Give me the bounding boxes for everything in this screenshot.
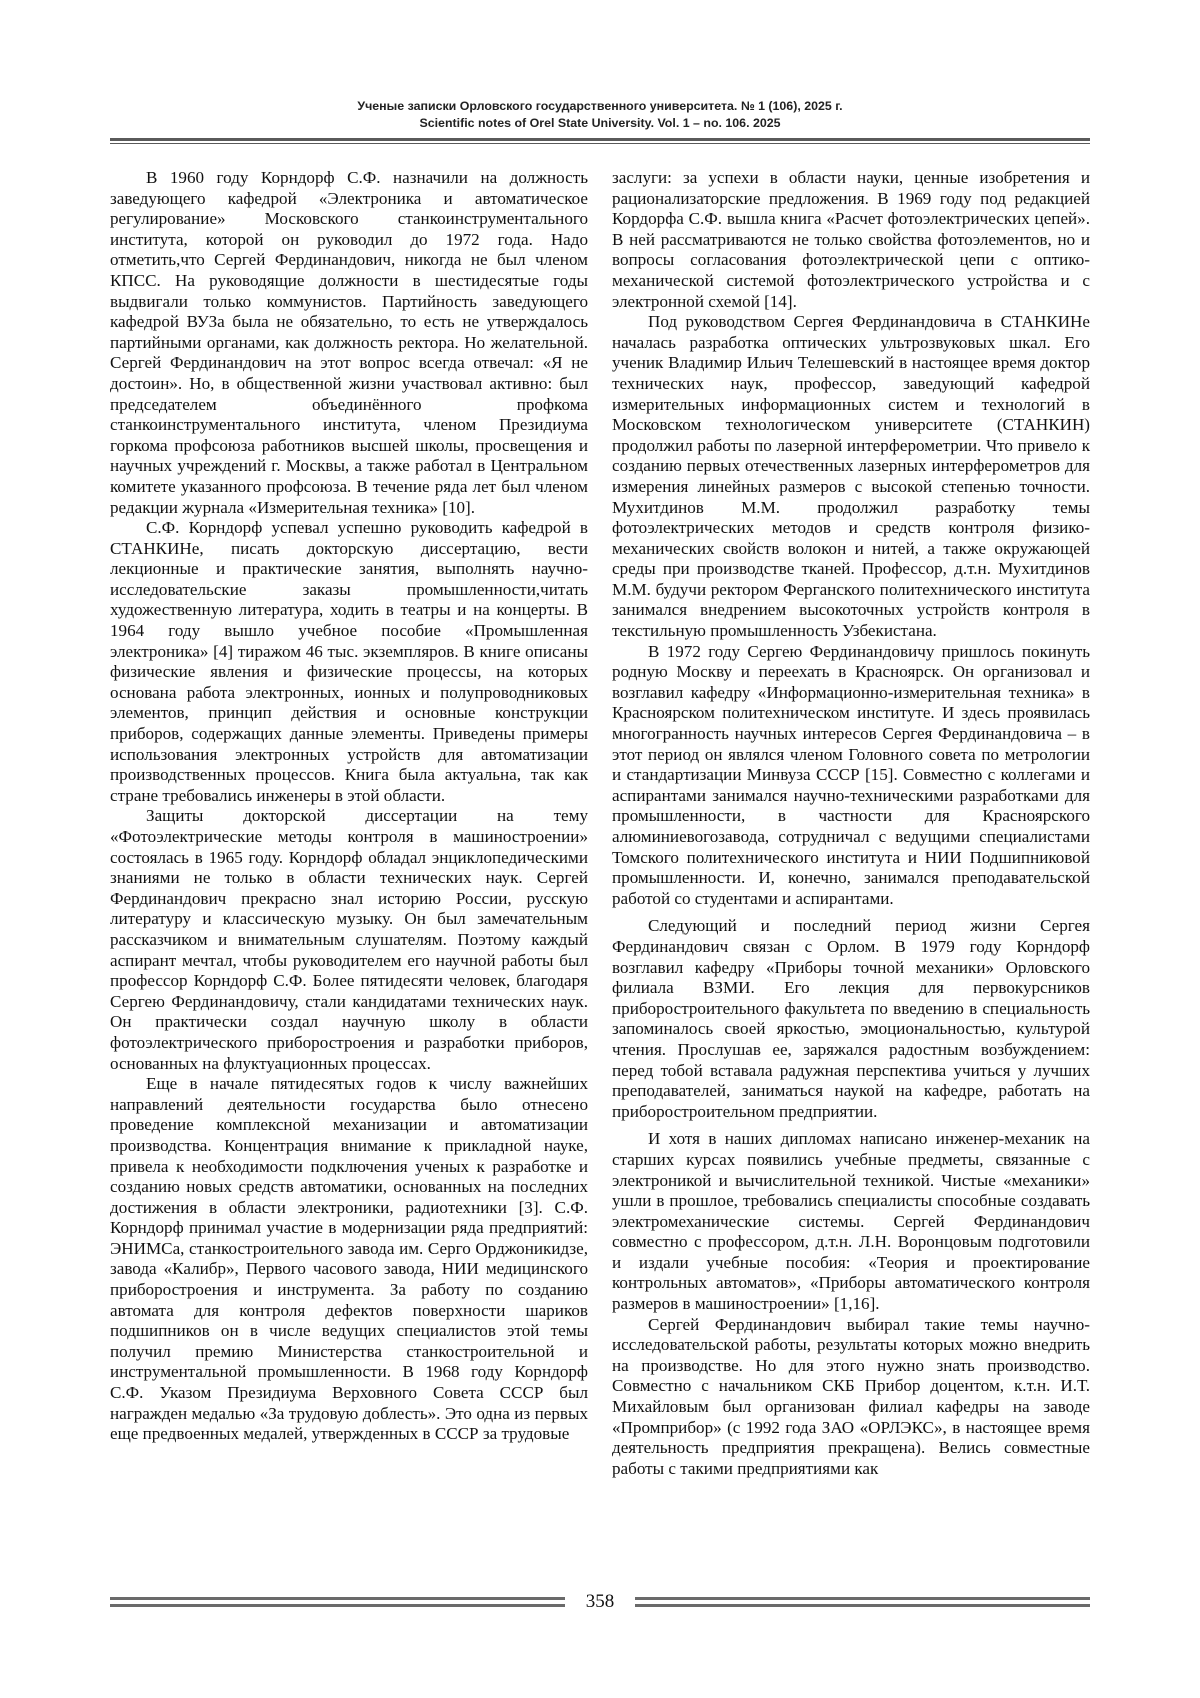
- journal-header-ru: Ученые записки Орловского государственного университета. № 1 (106), 2025 г.: [357, 99, 843, 113]
- paragraph: Под руководством Сергея Фердинандовича в СТАНКИНе началась разработка оптических ультрозвуковых шкал. Его ученик Владимир Ильич Телешевский в настоящее время доктор технических наук, профессор, заведующий кафедрой измерительных информационных систем и технологий в Московском технологическом университете (СТАНКИН) продолжил работы по лазерной интерферометрии. Что привело к созданию первых отечественных лазерных интерферометров для измерения линейных размеров с высокой степенью точности. Мухитдинов М.М. продолжил разработку темы фотоэлектрических методов и средств контроля физико-механических свойств волокон и нитей, а также окружающей среды при производстве тканей. Профессор, д.т.н. Мухитдинов М.М. будучи ректором Ферганского политехнического института занимался внедрением высокоточных устройств контроля в текстильную промышленность Узбекистана.: [612, 312, 1090, 641]
- paragraph: Еще в начале пятидесятых годов к числу важнейших направлений деятельности государства было отнесено проведение комплексной механизации и автоматизации производства. Концентрация внимание к прикладной науке, привела к необходимости подключения ученых к разработке и созданию новых средств автоматики, основанных на последних достижения в области электроники, радиотехники [3]. С.Ф. Корндорф принимал участие в модернизации ряда предприятий: ЭНИМСа, станкостроительного завода им. Серго Орджоникидзе, завода «Калибр», Первого часового завода, НИИ медицинского приборостроения и инструмента. За работу по созданию автомата для контроля дефектов поверхности шариков подшипников он в числе ведущих специалистов этой темы получил премию Министерства станкостроительной и инструментальной промышленности. В 1968 году Корндорф С.Ф. Указом Президиума Верховного Совета СССР был награжден медалью «За трудовую доблесть». Это одна из первых еще предвоенных медалей, утвержденных в СССР за трудовые: [110, 1074, 588, 1444]
- footer-rule-left: [110, 1597, 565, 1600]
- left-column: [110, 168, 588, 1445]
- paragraph: Сергей Фердинандович выбирал такие темы научно-исследовательской работы, результаты которых можно внедрить на производстве. Но для этого нужно знать производство. Совместно с начальником СКБ Прибор доцентом, к.т.н. И.Т. Михайловым был организован филиал кафедры на заводе «Промприбор» (с 1992 года ЗАО «ОРЛЭКС», в настоящее время деятельность предприятия прекращена). Велись совместные работы с такими предприятиями как: [612, 1314, 1090, 1478]
- paragraph: Следующий и последний период жизни Сергея Фердинандович связан с Орлом. В 1979 году Корндорф возглавил кафедру «Приборы точной механики» Орловского филиала ВЗМИ. Его лекция для первокурсников приборостроительного факультета по введению в специальность запоминалось своей яркостью, эмоциональностью, культурой чтения. Прослушав ее, заряжался радостным возбуждением: перед тобой вставала радужная перспектива учиться у лучших преподавателей, заниматься наукой на кафедре, работать на приборостроительном предприятии.: [612, 916, 1090, 1121]
- paragraph: С.Ф. Корндорф успевал успешно руководить кафедрой в СТАНКИНе, писать докторскую диссертацию, вести лекционные и практические занятия, выполнять научно-исследовательские заказы промышленности,читать художественную литература, ходить в театры и на концерты. В 1964 году вышло учебное пособие «Промышленная электроника» [4] тиражом 46 тыс. экземпляров. В книге описаны физические явления и физические процессы, на которых основана работа электронных, ионных и полупроводниковых элементов, принцип действия и основные конструкции приборов, содержащих данные элементы. Приведены примеры использования электронных устройств для автоматизации производственных процессов. Книга была актуальна, так как стране требовались инженеры в этой области.: [110, 518, 588, 805]
- header-rule-thin: [110, 143, 1090, 144]
- footer-rule-right: [635, 1597, 1090, 1600]
- page-number: 358: [585, 1591, 615, 1612]
- paragraph: заслуги: за успехи в области науки, ценные изобретения и рационализаторские предложения. В 1969 году под редакцией Кордорфа С.Ф. вышла книга «Расчет фотоэлектрических цепей». В ней рассматриваются не только свойства фотоэлементов, но и вопросы согласования фотоэлектрической цепи с оптико-механической системой фотоэлектрического устройства и с электронной схемой [14].: [612, 168, 1090, 311]
- journal-header-en: Scientific notes of Orel State University. Vol. 1 – no. 106. 2025: [419, 116, 781, 130]
- paragraph: В 1972 году Сергею Фердинандовичу пришлось покинуть родную Москву и переехать в Красноярск. Он организовал и возглавил кафедру «Информационно-измерительная техника» в Красноярском политехническом институте. И здесь проявилась многогранность научных интересов Сергея Фердинандовича – в этот период он являлся членом Головного совета по метрологии и стандартизации Минвуза СССР [15]. Совместно с коллегами и аспирантами занимался научно-техническими разработками для промышленности, в частности для Красноярского алюминиевогозавода, сотрудничал с ведущими специалистами Томского политехнического института и НИИ Подшипниковой промышленности. И, конечно, занимался преподавательской работой со студентами и аспирантами.: [612, 641, 1090, 908]
- right-column: [612, 168, 1090, 1479]
- page-footer: [110, 1591, 1090, 1615]
- paragraph: Защиты докторской диссертации на тему «Фотоэлектрические методы контроля в машиностроении» состоялась в 1965 году. Корндорф обладал энциклопедическими знаниями не только в области технических наук. Сергей Фердинандович прекрасно знал историю России, русскую литературу и классическую музыку. Он был замечательным рассказчиком и внимательным слушателям. Поэтому каждый аспирант мечтал, чтобы руководителем его научной работы был профессор Корндорф С.Ф. Более пятидесяти человек, благодаря Сергею Фердинандовичу, стали кандидатами технических наук. Он практически создал научную школу в области фотоэлектрического приборостроения и разработки приборов, основанных на флуктуационных процессах.: [110, 806, 588, 1073]
- journal-header: [110, 98, 1090, 132]
- paragraph: И хотя в наших дипломах написано инженер-механик на старших курсах появились учебные предметы, связанные с электроникой и вычислительной техникой. Чистые «механики» ушли в прошлое, требовались специалисты способные создавать электромеханические системы. Сергей Фердинандович совместно с профессором, д.т.н. Л.Н. Воронцовым подготовили и издали учебные пособия: «Теория и проектирование контрольных автоматов», «Приборы автоматического контроля размеров в машиностроении» [1,16].: [612, 1129, 1090, 1314]
- header-rule-thick: [110, 138, 1090, 141]
- paragraph: В 1960 году Корндорф С.Ф. назначили на должность заведующего кафедрой «Электроника и автоматическое регулирование» Московского станкоинструментального института, которой он руководил до 1972 года. Надо отметить,что Сергей Фердинандович, никогда не был членом КПСС. На руководящие должности в шестидесятые годы выдвигали только коммунистов. Партийность заведующего кафедрой ВУЗа была не обязательно, то есть не утверждалось партийными органами, как должность ректора. Но желательной. Сергей Фердинандович на этот вопрос всегда отвечал: «Я не достоин». Но, в общественной жизни участвовал активно: был председателем объединённого профкома станкоинструментального института, членом Президиума горкома профсоюза работников высшей школы, просвещения и научных учреждений г. Москвы, а также работал в Центральном комитете указанного профсоюза. В течение ряда лет был членом редакции журнала «Измерительная техника» [10].: [110, 168, 588, 517]
